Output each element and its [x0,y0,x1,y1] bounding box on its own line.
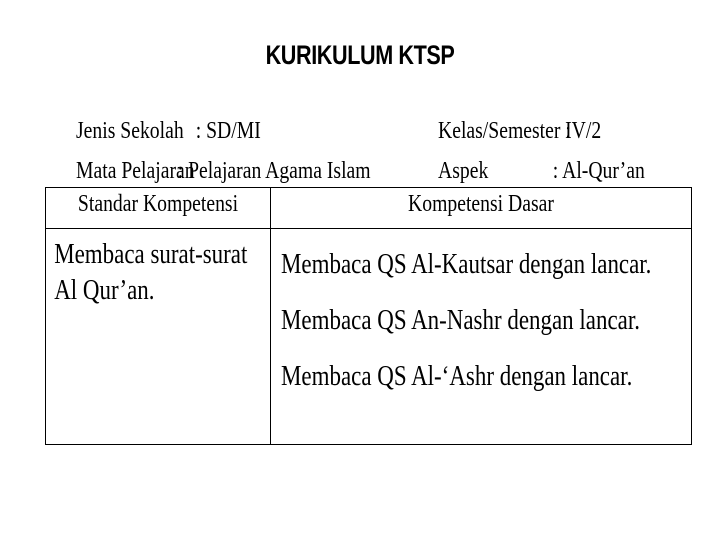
kompetensi-dasar-list [271,229,691,415]
jenis-sekolah-value: : SD/MI [195,118,261,144]
aspek-label: Aspek [438,158,489,184]
jenis-sekolah-row [76,118,261,144]
mata-pelajaran-row [76,158,371,184]
header-kompetensi-dasar-label: Kompetensi Dasar [408,191,554,217]
kelas-semester-value: IV/2 [565,118,602,144]
mata-pelajaran-value: : Pelajaran Agama Islam [177,158,371,184]
header-standar-kompetensi-label: Standar Kompetensi [77,191,239,217]
table-row [46,229,692,445]
document-title: KURIKULUM KTSP [265,40,455,70]
kompetensi-dasar-cell [271,229,692,445]
kompetensi-dasar-item: Membaca QS Al-Kautsar dengan lancar. [281,249,652,280]
table-header-row [46,188,692,229]
kompetensi-dasar-item: Membaca QS An-Nashr dengan lancar. [281,305,640,336]
standar-kompetensi-text: Membaca surat-surat Al Qur’an. [54,239,248,306]
standar-kompetensi-cell [46,229,271,445]
aspek-row [438,158,645,184]
kelas-semester-label: Kelas/Semester : [438,118,571,144]
header-standar-kompetensi [46,188,271,229]
header-kompetensi-dasar [271,188,692,229]
curriculum-table [45,187,692,445]
kelas-semester-row [438,118,601,144]
aspek-value: : Al-Qur’an [552,158,645,184]
kompetensi-dasar-item: Membaca QS Al-‘Ashr dengan lancar. [281,361,633,392]
jenis-sekolah-label: Jenis Sekolah [76,118,184,144]
mata-pelajaran-label: Mata Pelajaran [76,158,195,184]
